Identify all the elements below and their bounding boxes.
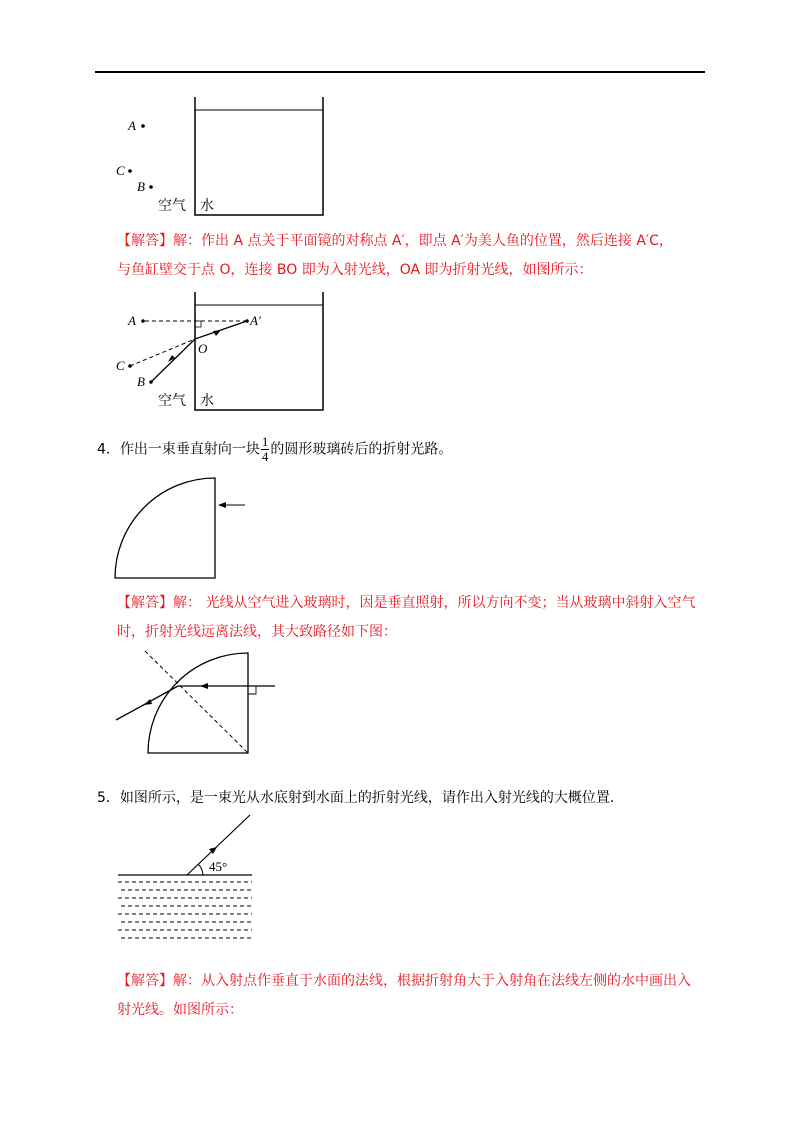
water-dashed-lines — [118, 882, 252, 938]
point-a-prime-label: A′ — [250, 313, 261, 328]
point-c-label: C — [116, 163, 125, 178]
figure-water-surface — [115, 812, 260, 944]
air-label: 空气 — [158, 199, 186, 214]
water-label: 水 — [200, 394, 214, 409]
answer-3-line-1: 【解答】解：作出 A 点关于平面镜的对称点 A′，即点 A′为美人鱼的位置，然后连接 A′C， — [117, 233, 673, 249]
incident-ray-arrow — [200, 683, 208, 689]
water-refraction-diagram — [115, 812, 260, 944]
water-label: 水 — [200, 199, 214, 214]
incident-ray — [151, 339, 195, 382]
figure-quarter-circle-answer — [110, 648, 280, 758]
figure-quarter-circle-question — [110, 475, 260, 580]
fraction-one-quarter — [261, 435, 270, 464]
answer-5-line-1: 【解答】解：从入射点作垂直于水面的法线，根据折射角大于入射角在法线左侧的水中画出入 — [117, 973, 691, 989]
figure-fish-tank-answer — [110, 290, 330, 415]
refracted-ray-arrow — [144, 699, 152, 705]
fraction-numerator: 1 — [261, 434, 269, 449]
fish-tank-answer-diagram — [110, 290, 330, 415]
fraction-denominator: 4 — [261, 449, 269, 464]
question-4-number: 4． — [97, 441, 120, 458]
point-a-label: A — [128, 118, 136, 133]
point-a-prime-dot — [245, 319, 249, 323]
point-b-label: B — [137, 179, 145, 194]
answer-5 — [117, 967, 717, 1025]
point-b-label: B — [137, 374, 145, 389]
tank-outline — [195, 292, 323, 410]
question-5 — [97, 787, 717, 809]
quarter-circle-glass — [148, 653, 248, 753]
point-a-dot — [141, 124, 145, 128]
angle-arc — [198, 864, 203, 875]
point-b-dot — [149, 185, 153, 189]
right-angle-mark — [195, 321, 201, 327]
angle-label: 45° — [209, 859, 228, 874]
tank-outline — [195, 97, 323, 215]
question-4 — [97, 435, 717, 464]
figure-fish-tank-question — [110, 95, 330, 220]
point-c-label: C — [116, 358, 125, 373]
right-angle-mark — [248, 686, 256, 694]
point-o-label: O — [198, 341, 208, 356]
virtual-ray-dashed-line — [130, 339, 195, 366]
point-c-dot — [128, 364, 132, 368]
answer-4-line-1: 【解答】解： 光线从空气进入玻璃时，因是垂直照射，所以方向不变；当从玻璃中斜射入空气 — [117, 595, 696, 611]
normal-dashed-line — [145, 651, 248, 753]
quarter-circle-glass — [115, 478, 215, 578]
question-4-text-after: 的圆形玻璃砖后的折射光路。 — [270, 441, 453, 458]
answer-5-line-2: 射光线。如图所示： — [117, 1002, 243, 1018]
point-a-dot — [141, 319, 145, 323]
point-c-dot — [128, 169, 132, 173]
air-label: 空气 — [158, 394, 186, 409]
header-rule — [95, 71, 705, 73]
question-4-text-before: 作出一束垂直射向一块 — [119, 441, 260, 458]
answer-3-line-2: 与鱼缸壁交于点 O，连接 BO 即为入射光线，OA 即为折射光线，如图所示： — [117, 262, 593, 278]
incoming-ray-arrow — [218, 502, 226, 508]
point-b-dot — [149, 380, 153, 384]
question-5-number: 5． — [97, 790, 120, 806]
fish-tank-diagram — [110, 95, 330, 220]
question-5-text: 如图所示，是一束光从水底射到水面上的折射光线，请作出入射光线的大概位置. — [119, 790, 615, 806]
answer-3 — [117, 227, 717, 285]
answer-4-line-2: 时，折射光线远离法线，其大致路径如下图： — [117, 624, 397, 640]
point-a-label: A — [128, 313, 136, 328]
answer-4 — [117, 589, 717, 647]
quarter-circle-answer-diagram — [110, 648, 280, 758]
quarter-circle-diagram — [110, 475, 260, 580]
incident-ray-arrow — [168, 355, 175, 362]
